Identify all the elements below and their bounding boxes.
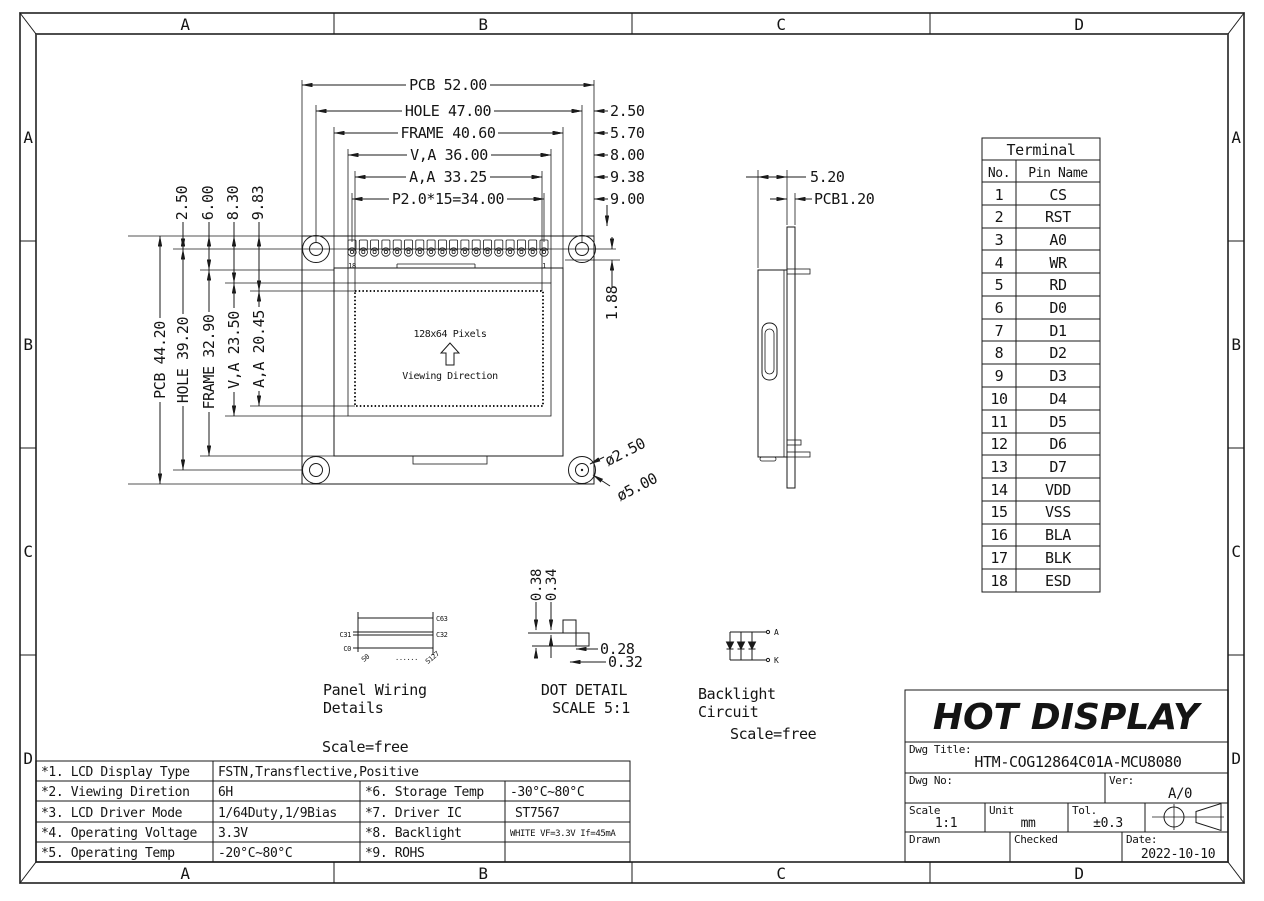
pin-no: 17 [990,549,1008,567]
com-label: C63 [436,615,448,623]
dim-label: A,A 33.25 [409,168,487,186]
dim-label: PCB 52.00 [409,76,487,94]
zone-label: D [1074,864,1084,883]
dim-label: 9.38 [610,168,645,186]
seg-label: S0 [360,652,372,664]
zone-label: B [23,335,33,354]
terminal-table-title: Terminal [1006,141,1076,159]
ver-label: Ver: [1109,774,1134,787]
dim-label: HOLE 47.00 [404,102,492,120]
drawn-label: Drawn [909,833,941,846]
unit-value: mm [1020,816,1036,831]
pin-no: 13 [990,458,1008,476]
spec-value: 1/64Duty,1/9Bias [218,806,337,821]
pin-name: D0 [1049,299,1067,317]
pad-number-first: 1 [542,262,546,270]
spec-value: -30°C~80°C [510,785,585,800]
dim-label: 8.30 [224,185,242,221]
spec-value: WHITE VF=3.3V If=45mA [510,829,616,839]
dim-label: 5.70 [610,124,645,142]
spec-label: *8. Backlight [365,826,462,841]
pin-name: RD [1049,276,1067,294]
ver-value: A/0 [1167,786,1193,802]
anode-label: A [774,628,779,637]
pin-name: D4 [1049,390,1067,408]
dot-detail-title: DOT DETAIL [540,681,628,699]
zone-label: A [180,15,190,34]
mounting-holes [303,236,596,484]
spec-label: *3. LCD Driver Mode [41,806,183,821]
seg-label: S127 [424,649,441,666]
dim-label: 9.00 [610,190,645,208]
date-label: Date: [1126,833,1158,846]
dim-label: V,A 23.50 [225,311,243,389]
zone-label: D [1074,15,1084,34]
zone-label: C [23,542,33,561]
right-offset-dimensions [528,102,645,226]
pixels-label: 128x64 Pixels [413,329,487,340]
pin-name: VDD [1045,481,1071,499]
top-dimensions [302,76,594,208]
dim-label: A,A 20.45 [250,310,268,388]
dim-label: 8.00 [610,146,645,164]
dim-label: 2.50 [173,185,191,221]
pin-name: D3 [1049,367,1067,385]
zone-label: A [23,128,33,147]
terminal-col-pin: Pin Name [1028,166,1088,181]
dim-label: ø5.00 [613,469,661,505]
zone-label: B [478,15,488,34]
pin-name: BLA [1045,526,1071,544]
pin-no: 16 [990,526,1008,544]
spec-label: *5. Operating Temp [41,846,175,861]
pin-no: 18 [990,572,1008,590]
scale-value: 1:1 [934,816,958,831]
projection-symbol-icon [1152,804,1224,831]
com-label: C0 [343,645,351,653]
unit-label: Unit [989,804,1014,817]
dim-label: 5.20 [810,168,845,186]
panel-wiring-title-1: Panel Wiring [323,681,427,699]
pin-no: 14 [990,481,1008,499]
backlight-title-1: Backlight [698,685,776,703]
dim-label: 9.83 [249,185,267,221]
pin-name: VSS [1045,503,1071,521]
cathode-label: K [774,656,779,665]
spec-label: *9. ROHS [365,846,425,861]
seg-dots: ...... [395,654,418,662]
side-view [746,168,875,488]
viewing-direction-arrow-icon [441,343,459,365]
dim-label: 0.34 [544,568,560,602]
scale-label: Scale [909,804,941,817]
spec-label: *2. Viewing Diretion [41,785,190,800]
spec-value: 3.3V [218,826,248,841]
spec-value: 6H [218,785,233,800]
pin-no: 11 [990,413,1008,431]
pin-name: RST [1045,208,1071,226]
dot-detail-scale: SCALE 5:1 [552,699,630,717]
panel-wiring-title-2: Details [323,699,384,717]
zone-label: D [23,749,33,768]
pin-name: CS [1049,186,1067,204]
title-block [905,690,1228,862]
pin-no: 2 [994,208,1004,226]
pin-name: D1 [1049,322,1067,340]
pin-name: BLK [1045,549,1071,567]
dim-label: 1.88 [603,285,621,321]
backlight-scale-note: Scale=free [730,725,817,743]
com-label: C31 [339,631,351,639]
spec-value: ST7567 [515,806,560,821]
checked-label: Checked [1014,833,1058,846]
spec-label: *6. Storage Temp [365,785,484,800]
pin-name: D6 [1049,435,1067,453]
panel-wiring-detail [322,612,448,756]
lcd-bezel [334,264,563,464]
pad-height-dimension [603,237,621,320]
extension-lines [128,80,620,484]
zone-label: A [1231,128,1241,147]
pin-no: 5 [994,276,1004,294]
pin-no: 15 [990,503,1008,521]
pin-no: 6 [994,299,1004,317]
tol-value: ±0.3 [1093,816,1123,831]
backlight-circuit [698,628,817,743]
terminal-table [982,138,1100,592]
company-logo-text: HOT DISPLAY [932,697,1200,738]
spec-value: FSTN,Transflective,Positive [218,765,419,780]
zone-label: C [776,864,786,883]
zone-label: D [1231,749,1241,768]
pin-name: D5 [1049,413,1067,431]
dwg-no-label: Dwg No: [909,774,953,787]
com-label: C32 [436,631,448,639]
pin-no: 8 [994,344,1004,362]
pin-name: D2 [1049,344,1067,362]
dim-label: 6.00 [199,185,217,221]
pin-no: 12 [990,435,1008,453]
terminal-col-no: No. [987,166,1011,181]
dim-label: PCB 44.20 [151,321,169,399]
dim-label: HOLE 39.20 [174,316,192,404]
dot-detail [528,569,643,717]
date-value: 2022-10-10 [1140,847,1216,862]
zone-label: B [478,864,488,883]
dim-label: 0.32 [608,653,643,671]
pin-no: 10 [990,390,1008,408]
spec-label: *1. LCD Display Type [41,765,190,780]
pin-no: 1 [994,186,1004,204]
pin-name: A0 [1049,231,1067,249]
hole-diameter-callouts [590,434,661,505]
dim-label: PCB1.20 [814,190,875,208]
zone-label: C [1231,542,1241,561]
zone-label: A [180,864,190,883]
dwg-title-label: Dwg Title: [909,743,972,756]
zone-label: C [776,15,786,34]
zone-label: B [1231,335,1241,354]
pin-name: D7 [1049,458,1067,476]
dwg-title-value: HTM-COG12864C01A-MCU8080 [974,753,1182,771]
dim-label: V,A 36.00 [410,146,488,164]
tol-label: Tol. [1072,804,1097,817]
pad-number-last: 18 [348,262,356,270]
pin-no: 7 [994,322,1004,340]
dim-label: 0.38 [529,568,545,602]
dim-label: FRAME 40.60 [400,124,496,142]
left-dimensions [151,185,268,484]
dim-label: FRAME 32.90 [200,314,218,410]
dim-label: 0.28 [600,640,635,658]
dim-label: ø2.50 [601,434,649,470]
pin-name: WR [1049,254,1067,272]
pin-no: 9 [994,367,1004,385]
pin-name: ESD [1045,572,1071,590]
spec-table [36,761,630,862]
front-view [302,236,596,485]
dim-label: P2.0*15=34.00 [391,190,505,208]
dim-label: 2.50 [610,102,645,120]
spec-label: *4. Operating Voltage [41,826,197,841]
pin-no: 4 [994,254,1004,272]
spec-label: *7. Driver IC [365,806,462,821]
backlight-title-2: Circuit [698,703,759,721]
front-scale-note: Scale=free [322,738,409,756]
pin-pads [348,240,548,270]
pin-no: 3 [994,231,1004,249]
spec-value: -20°C~80°C [218,846,293,861]
viewing-direction-label: Viewing Direction [402,371,498,382]
